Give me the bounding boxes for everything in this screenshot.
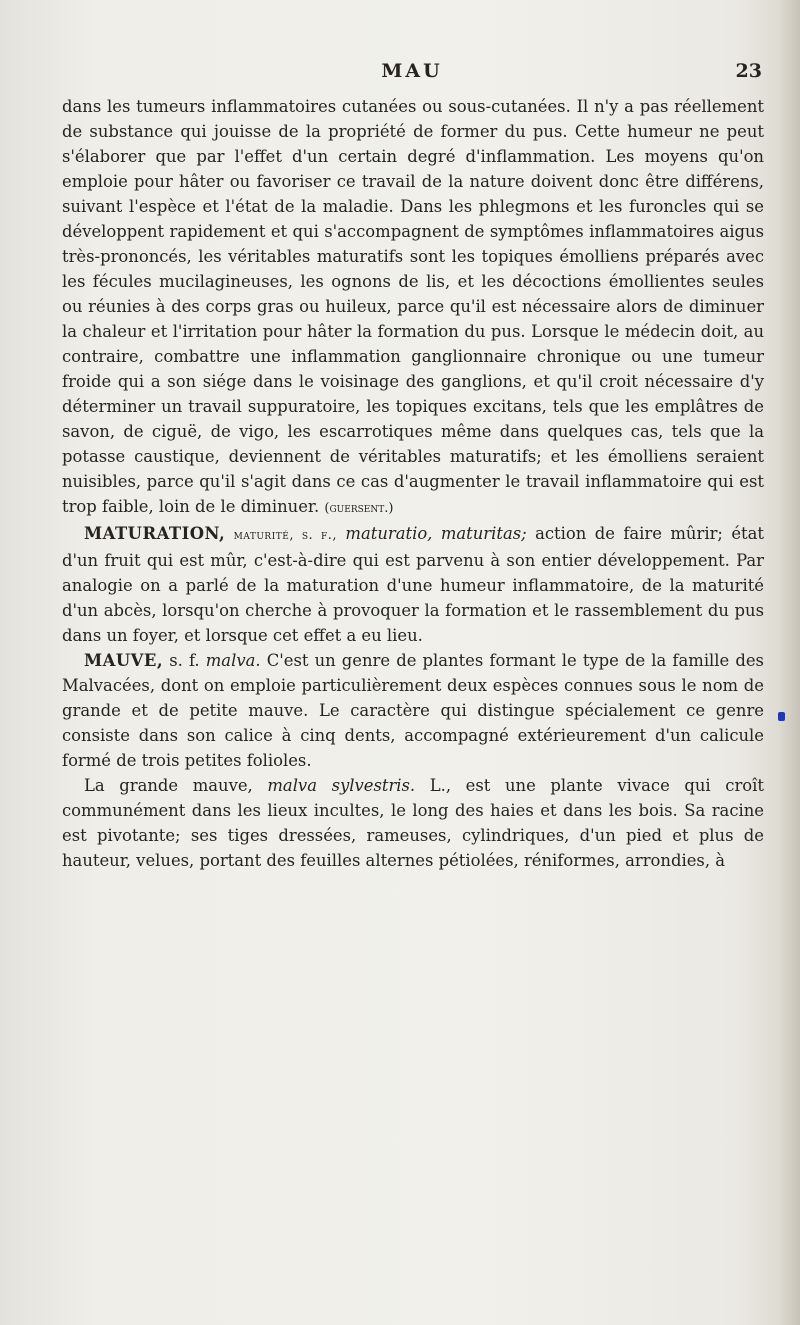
- body-text: [62, 94, 764, 873]
- entry-latin: malva.: [205, 651, 261, 670]
- running-head: MAU: [381, 60, 443, 82]
- entry-definition: action de faire mûrir; état d'un fruit qui est mûr, c'est-à-dire qui est parvenu à son entier développement. Par analogie on a parlé de la maturation d'une humeur inflammatoire, de la maturité d'un abcès, lorsqu'on cherche à provoquer la formation et le rassemblement du pus dans un foyer, et lorsque cet effet a eu lieu.: [62, 524, 764, 645]
- page-edge-shadow: [778, 0, 800, 1325]
- paragraph-lead: La grande mauve,: [84, 776, 253, 795]
- species-latin: malva sylvestris.: [267, 776, 416, 795]
- blue-ink-mark: [778, 712, 785, 721]
- entry-headword: MATURATION,: [84, 524, 226, 543]
- paragraph-maturatif-end: [62, 94, 764, 521]
- page-number: 23: [735, 60, 762, 82]
- entry-headword: MAUVE,: [84, 651, 164, 670]
- paragraph-text: dans les tumeurs inflammatoires cutanées ou sous-cutanées. Il n'y a pas réellement de substance qui jouisse de la propriété de former du pus. Cette humeur ne peut s'élaborer que par l'effet d'un certain degré d'inflammation. Les moyens qu'on emploie pour hâter ou favoriser ce travail de la nature doivent donc être différens, suivant l'espèce et l'état de la maladie. Dans les phlegmons et les furoncles qui se développent rapidement et qui s'accompagnent de symptômes inflammatoires aigus très-prononcés, les véritables maturatifs sont les topiques émolliens préparés avec les fécules mucilagineuses, les ognons de lis, et les décoctions émollientes seules ou réunies à des corps gras ou huileux, parce qu'il est nécessaire alors de diminuer la chaleur et l'irritation pour hâter la formation du pus. Lorsque le médecin doit, au contraire, combattre une inflammation ganglionnaire chronique ou une tumeur froide qui a son siége dans le voisinage des ganglions, et qu'il croit nécessaire d'y déterminer un travail suppuratoire, les topiques excitans, tels que les emplâtres de savon, de ciguë, de vigo, les escarrotiques même dans quelques cas, tels que la potasse caustique, deviennent de véritables maturatifs; et les émolliens seraient nuisibles, parce qu'il s'agit dans ce cas d'augmenter le travail inflammatoire qui est trop faible, loin de le diminuer.: [62, 97, 764, 516]
- paragraph-grande-mauve: [62, 773, 764, 873]
- entry-grammar: maturité, s. f.,: [233, 528, 337, 543]
- entry-grammar: s. f.: [169, 651, 200, 670]
- author-signature: (guersent.): [324, 501, 394, 516]
- entry-definition: C'est un genre de plantes formant le type de la famille des Malvacées, dont on emploie particulièrement deux espèces connues sous le nom de grande et de petite mauve. Le caractère qui distingue spécialement ce genre consiste dans son calice à cinq dents, accompagné extérieurement d'un calicule formé de trois petites folioles.: [62, 651, 764, 770]
- page-header: [62, 60, 762, 90]
- entry-latin: maturatio, maturitas;: [345, 524, 527, 543]
- entry-maturation: [62, 521, 764, 648]
- entry-mauve: [62, 648, 764, 773]
- paragraph-text: L., est une plante vivace qui croît communément dans les lieux incultes, le long des haies et dans les bois. Sa racine est pivotante; ses tiges dressées, rameuses, cylindriques, d'un pied et plus de hauteur, velues, portant des feuilles alternes pétiolées, réniformes, arrondies, à: [62, 776, 764, 870]
